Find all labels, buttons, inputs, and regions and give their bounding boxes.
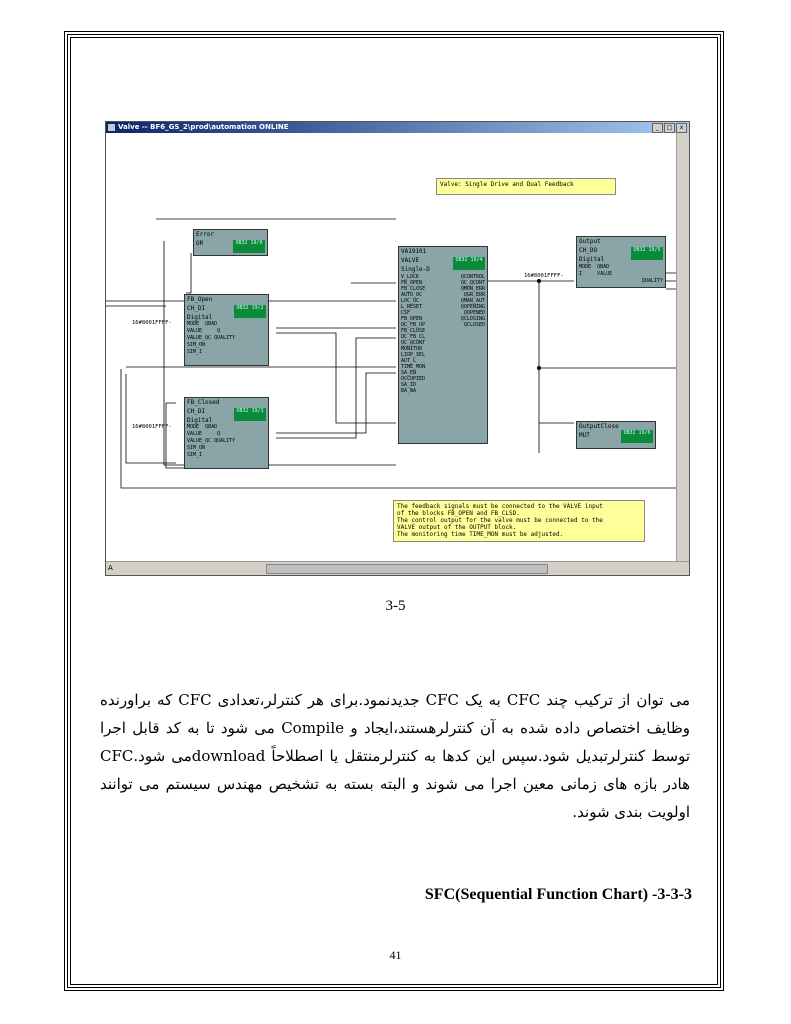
fb-open-pin: VALUE_QC QUALITY: [187, 335, 236, 341]
cfc-canvas[interactable]: [106, 133, 677, 562]
valve-output-pin: QC_QCONT: [460, 280, 485, 286]
error-block-type: OR: [196, 240, 204, 247]
app-icon: [108, 124, 115, 131]
fb-closed-pin: VALUE Q: [187, 431, 221, 437]
fb-closed-type: CH_DI: [187, 408, 206, 415]
output-name: Output: [579, 238, 601, 245]
output-type: CH_DO: [579, 247, 598, 254]
valve-input-pin: FB_OPEN: [401, 280, 423, 286]
note-line: of the blocks FB_OPEN and FB_CLSD.: [397, 510, 520, 517]
note-line: The monitoring time TIME_MON must be adjusted.: [397, 531, 564, 538]
valve-input-pin: V_LOCK: [401, 274, 420, 280]
valve-outputs: [461, 274, 485, 328]
window-title: Valve -- BF6_GS_2\prod\automation ONLINE: [118, 123, 289, 131]
valve-output-pin: QCLOSING: [460, 316, 485, 322]
output-pin: I VALUE: [579, 271, 613, 277]
fb-closed-name: FB_Closed: [187, 399, 220, 406]
fb-open-flag: OB32 19/2: [234, 305, 266, 318]
minimize-button[interactable]: _: [652, 123, 663, 133]
output-close-name: OutputClose: [579, 423, 619, 430]
page-number: 41: [389, 948, 402, 962]
valve-input-pin: QC_QCONT: [401, 340, 426, 346]
fb-closed-block[interactable]: [184, 397, 269, 469]
paragraph-text: می توان از ترکیب چند CFC به یک CFC جدیدنمود.برای هر کنترلر،تعدادی CFC که براورنده وظایف اختصاص داده شده به آن کنترلرهستند،ایجاد و Compile می شود تا به کد قابل اجرا توسط کنترلرتبدیل شود.سپس این کدها به کنترلرمنتقل یا اصطلاحاً downloadمی شود.CFC هادر بازه های زمانی معین اجرا می شوند و البته بسته به تشخیص مهندس سیستم می توانند اولویت بندی شوند.: [100, 691, 691, 821]
valve-input-pin: FB_CLOSE: [401, 328, 426, 334]
fb-closed-pin: SIM_I: [187, 452, 203, 458]
valve-inputs: [401, 274, 425, 394]
output-pin: MODE QBAD: [579, 264, 610, 270]
fb-closed-pin: VALUE_QC QUALITY: [187, 438, 236, 444]
valve-flag: OB32 19/4: [453, 257, 485, 270]
valve-input-pin: BA_NA: [401, 388, 417, 394]
fb-open-block[interactable]: [184, 294, 269, 366]
valve-output-pin: QMON_ERR: [460, 286, 485, 292]
output-flag: OB32 19/5: [631, 247, 663, 260]
valve-output-pin: QMAN_AUT: [460, 298, 485, 304]
hex-label: 16#8001FFFF-: [132, 320, 172, 326]
valve-input-pin: FB_OPEN: [401, 316, 423, 322]
fb-open-type: CH_DI: [187, 305, 206, 312]
valve-input-pin: QC_FB_OP: [401, 322, 426, 328]
valve-type: VALVE: [401, 257, 420, 264]
valve-block[interactable]: [398, 246, 488, 444]
valve-input-pin: LOC_OC: [401, 298, 420, 304]
output-block[interactable]: [576, 236, 666, 288]
note-title: Valve: Single Drive and Dual Feedback: [436, 178, 616, 195]
body-paragraph: [100, 686, 690, 838]
valve-name: VA19101: [401, 248, 427, 255]
error-block-name: Error: [196, 231, 215, 238]
valve-input-pin: QC_FB_CL: [401, 334, 426, 340]
close-button[interactable]: x: [676, 123, 687, 133]
note-instructions: [393, 500, 645, 542]
hex-label: 16#8001FFFF-: [524, 273, 564, 279]
error-block[interactable]: [193, 229, 268, 256]
fb-closed-pin: SIM_ON: [187, 445, 206, 451]
output-kind: Digital: [579, 256, 605, 263]
scroll-thumb[interactable]: [266, 564, 548, 574]
hex-label: 16#8001FFFF-: [132, 424, 172, 430]
vertical-scrollbar[interactable]: [676, 133, 689, 562]
valve-input-pin: L_RESET: [401, 304, 423, 310]
output-close-type: MUT: [579, 432, 590, 439]
window-title-bar: [106, 122, 689, 133]
fb-open-pin: MODE QBAD: [187, 321, 218, 327]
valve-input-pin: AUTO_OC: [401, 292, 423, 298]
valve-input-pin: OCCUPIED: [401, 376, 426, 382]
fb-open-pin: SIM_ON: [187, 342, 206, 348]
valve-output-pin: QCONTROL: [460, 274, 485, 280]
fb-closed-kind: Digital: [187, 417, 213, 424]
fb-open-pin: VALUE Q: [187, 328, 221, 334]
output-close-flag: OB32 19/6: [621, 430, 653, 443]
sheet-tab[interactable]: A: [108, 564, 113, 572]
output-pin: QUALITY: [641, 278, 663, 284]
valve-input-pin: TIME_MON: [401, 364, 426, 370]
horizontal-scrollbar[interactable]: [106, 561, 689, 575]
valve-kind: Single-D: [401, 266, 430, 273]
cfc-window: [105, 121, 690, 576]
fb-open-name: FB_Open: [187, 296, 213, 303]
figure-caption: 3-5: [385, 598, 406, 614]
valve-output-pin: QGR_ERR: [463, 292, 485, 298]
window-controls: [652, 123, 687, 133]
valve-input-pin: AUT_L: [401, 358, 417, 364]
valve-output-pin: QOPENED: [463, 310, 485, 316]
fb-closed-pin: MODE QBAD: [187, 424, 218, 430]
valve-input-pin: SA_EN: [401, 370, 417, 376]
fb-open-kind: Digital: [187, 314, 213, 321]
valve-input-pin: CSF: [401, 310, 411, 316]
error-block-flag: OB32 19/0: [233, 240, 265, 253]
valve-input-pin: MONITOR: [401, 346, 423, 352]
valve-input-pin: LIOP_SEL: [401, 352, 426, 358]
section-heading: 3-3-3- SFC(Sequential Function Chart): [424, 886, 692, 903]
valve-input-pin: FB_CLOSE: [401, 286, 426, 292]
valve-output-pin: QCLOSED: [463, 322, 485, 328]
valve-output-pin: QOPENING: [460, 304, 485, 310]
output-close-block[interactable]: [576, 421, 656, 449]
note-line: The control output for the valve must be connected to the: [397, 517, 603, 524]
valve-input-pin: SA_ID: [401, 382, 417, 388]
fb-open-pin: SIM_I: [187, 349, 203, 355]
maximize-button[interactable]: □: [664, 123, 675, 133]
fb-closed-flag: OB32 19/3: [234, 408, 266, 421]
note-line: The feedback signals must be connected to the VALVE input: [397, 503, 603, 510]
note-line: VALVE output of the OUTPUT block.: [397, 524, 517, 531]
